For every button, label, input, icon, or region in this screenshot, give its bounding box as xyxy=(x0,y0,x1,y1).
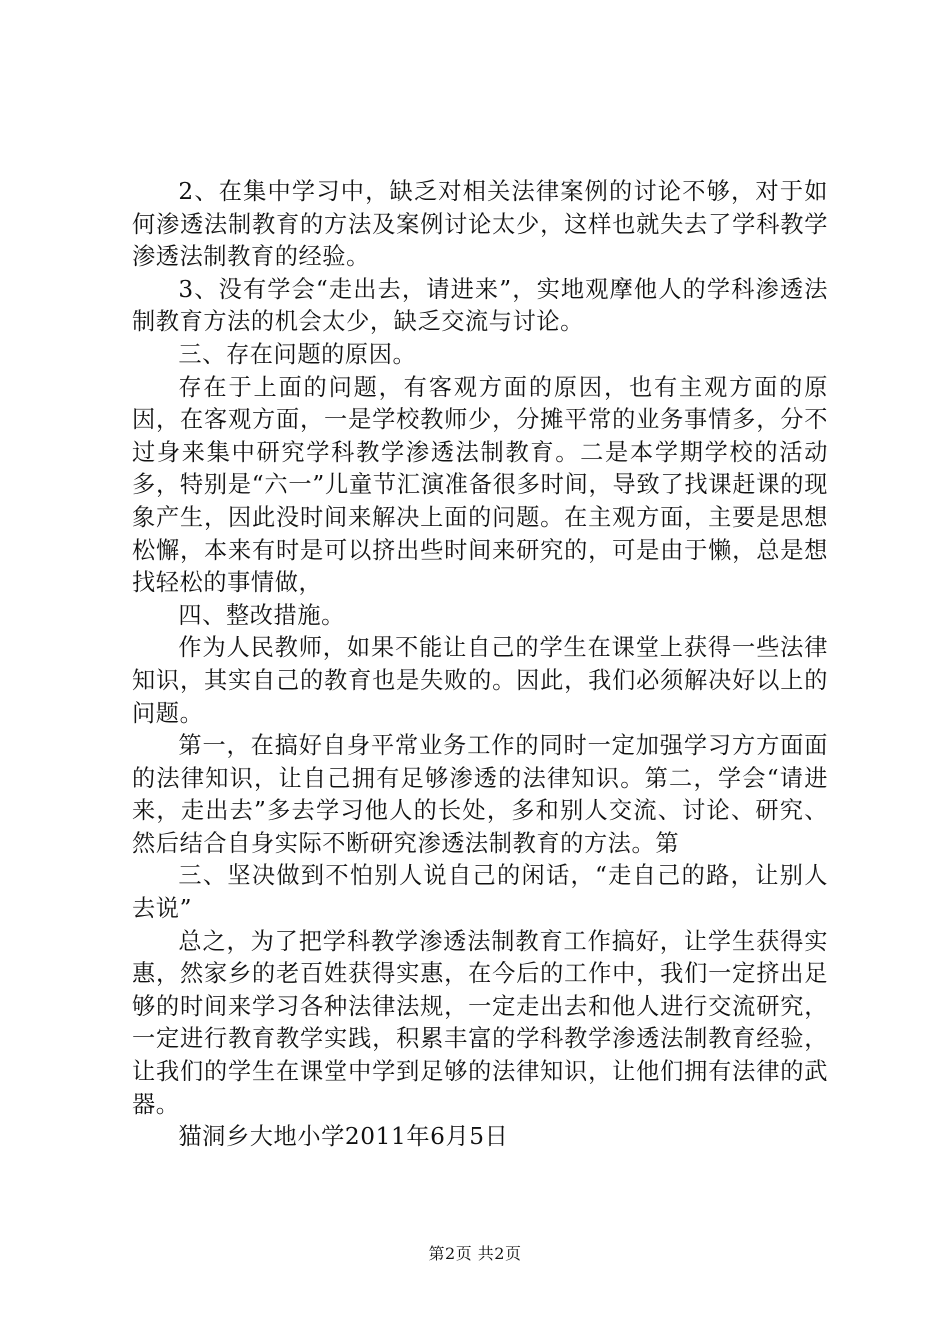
paragraph-conclusion: 总之，为了把学科教学渗透法制教育工作搞好，让学生获得实惠，然家乡的老百姓获得实惠，在今后的工作中，我们一定挤出足够的时间来学习各种法律法规，一定走出去和他人进行交流研究，一定进行教育教学实践，积累丰富的学科教学渗透法制教育经验，让我们的学生在课堂中学到足够的法律知识，让他们拥有法律的武器。 xyxy=(132,927,828,1118)
paragraph-issue-3: 3、没有学会“走出去，请进来”，实地观摩他人的学科渗透法制教育方法的机会太少，缺乏交流与讨论。 xyxy=(132,275,828,336)
heading-measures: 四、整改措施。 xyxy=(178,601,345,629)
paragraph-measures-third: 三、坚决做到不怕别人说自己的闲话，“走自己的路，让别人去说” xyxy=(132,862,828,923)
paragraph-measures-intro: 作为人民教师，如果不能让自己的学生在课堂上获得一些法律知识，其实自己的教育也是失败的。因此，我们必须解决好以上的问题。 xyxy=(132,634,828,727)
heading-causes: 三、存在问题的原因。 xyxy=(178,340,417,368)
paragraph-causes: 存在于上面的问题，有客观方面的原因，也有主观方面的原因，在客观方面，一是学校教师少，分摊平常的业务事情多，分不过身来集中研究学科教学渗透法制教育。二是本学期学校的活动多，特别是“六一”儿童节汇演准备很多时间，导致了找课赶课的现象产生，因此没时间来解决上面的问题。在主观方面，主要是思想松懈，本来有时是可以挤出些时间来研究的，可是由于懒，总是想找轻松的事情做， xyxy=(132,373,828,597)
page-number-footer: 第2页 共2页 xyxy=(428,1244,522,1263)
paragraph-measures-first-second: 第一，在搞好自身平常业务工作的同时一定加强学习方方面面的法律知识，让自己拥有足够渗透的法律知识。第二，学会“请进来，走出去”多去学习他人的长处，多和别人交流、讨论、研究、然后结合自身实际不断研究渗透法制教育的方法。第 xyxy=(132,732,828,857)
document-body xyxy=(132,176,828,1154)
signature-date: 猫洞乡大地小学2011年6月5日 xyxy=(178,1123,509,1151)
paragraph-issue-2: 2、在集中学习中，缺乏对相关法律案例的讨论不够，对于如何渗透法制教育的方法及案例讨论太少，这样也就失去了学科教学渗透法制教育的经验。 xyxy=(132,178,828,271)
